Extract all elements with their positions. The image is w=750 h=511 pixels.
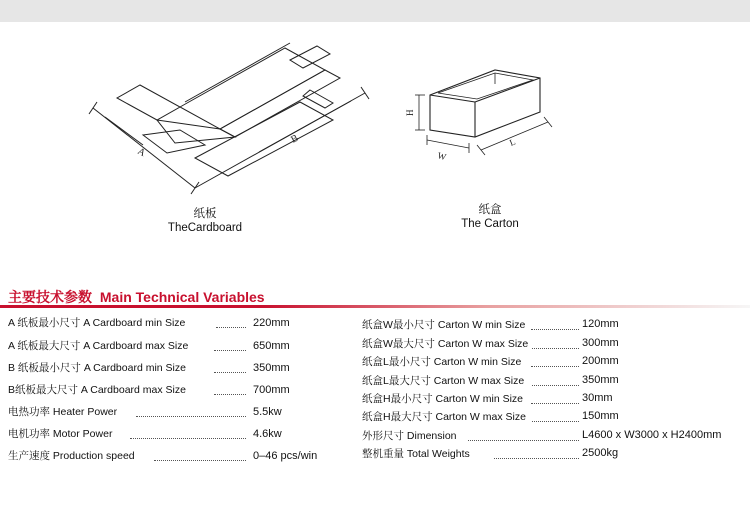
carton-caption [440,203,540,231]
dimension-h-label: H [405,109,415,116]
right-spec-value: 120mm [582,318,619,330]
section-title-en: Main Technical Variables [99,289,265,305]
left-spec-label: B纸板最大尺寸 A Cardboard max Size [8,384,186,396]
left-spec-value: 700mm [253,384,290,396]
left-spec-leader [136,416,246,417]
right-spec-leader [468,440,579,441]
right-spec-label: 纸盒W最小尺寸 Carton W min Size [362,319,526,331]
left-spec-label: B 纸板最小尺寸 A Cardboard min Size [8,362,186,374]
left-spec-value: 4.6kw [253,428,282,440]
cardboard-caption-cn: 纸板 [193,208,217,220]
right-spec-leader [532,385,579,386]
right-spec-leader [531,403,579,404]
left-spec-label: A 纸板最大尺寸 A Cardboard max Size [8,340,189,352]
left-spec-value: 220mm [253,317,290,329]
section-title-cn: 主要技术参数 [8,289,92,305]
left-spec-label: 电机功率 Motor Power [8,428,113,440]
right-spec-label: 纸盒L最小尺寸 Carton W min Size [362,356,522,368]
right-spec-label: 纸盒L最大尺寸 Carton W max Size [362,375,525,387]
right-spec-value: 350mm [582,374,619,386]
dimension-b-label: B [289,132,301,146]
left-spec-leader [130,438,246,439]
carton-diagram [405,60,565,180]
left-spec-value: 0–46 pcs/win [253,450,318,462]
right-spec-label: 整机重量 Total Weights [362,448,470,460]
right-spec-value: 150mm [582,410,619,422]
left-spec-value: 650mm [253,340,290,352]
right-spec-value: L4600 x W3000 x H2400mm [582,429,722,441]
right-spec-leader [532,421,579,422]
right-spec-value: 200mm [582,355,619,367]
right-spec-leader [532,348,579,349]
right-spec-leader [494,458,579,459]
section-title [8,287,265,307]
right-spec-label: 纸盒W最大尺寸 Carton W max Size [362,338,529,350]
left-spec-leader [214,372,246,373]
cardboard-diagram [85,40,375,205]
left-spec-leader [214,394,246,395]
dimension-w-label: W [436,150,448,163]
left-spec-label: 电热功率 Heater Power [8,406,118,418]
carton-caption-en: The Carton [461,218,519,230]
right-spec-leader [531,329,579,330]
left-spec-value: 5.5kw [253,406,282,418]
carton-caption-cn: 纸盒 [478,204,502,216]
left-spec-label: A 纸板最小尺寸 A Cardboard min Size [8,317,186,329]
left-spec-leader [216,327,246,328]
right-spec-value: 300mm [582,337,619,349]
right-spec-label: 纸盒H最小尺寸 Carton W min Size [362,393,524,405]
top-band [0,0,750,22]
cardboard-caption-en: TheCardboard [167,222,243,234]
left-spec-leader [154,460,246,461]
dimension-l-label: L [508,136,517,148]
right-spec-leader [531,366,579,367]
dimension-a-label: A [135,145,148,160]
right-spec-value: 2500kg [582,447,619,459]
cardboard-caption [150,207,260,235]
right-spec-label: 纸盒H最大尺寸 Carton W max Size [362,411,526,423]
left-spec-label: 生产速度 Production speed [8,450,135,462]
section-rule [0,305,750,308]
left-spec-value: 350mm [253,362,290,374]
left-spec-leader [214,350,246,351]
right-spec-label: 外形尺寸 Dimension [362,430,457,442]
right-spec-value: 30mm [582,392,613,404]
